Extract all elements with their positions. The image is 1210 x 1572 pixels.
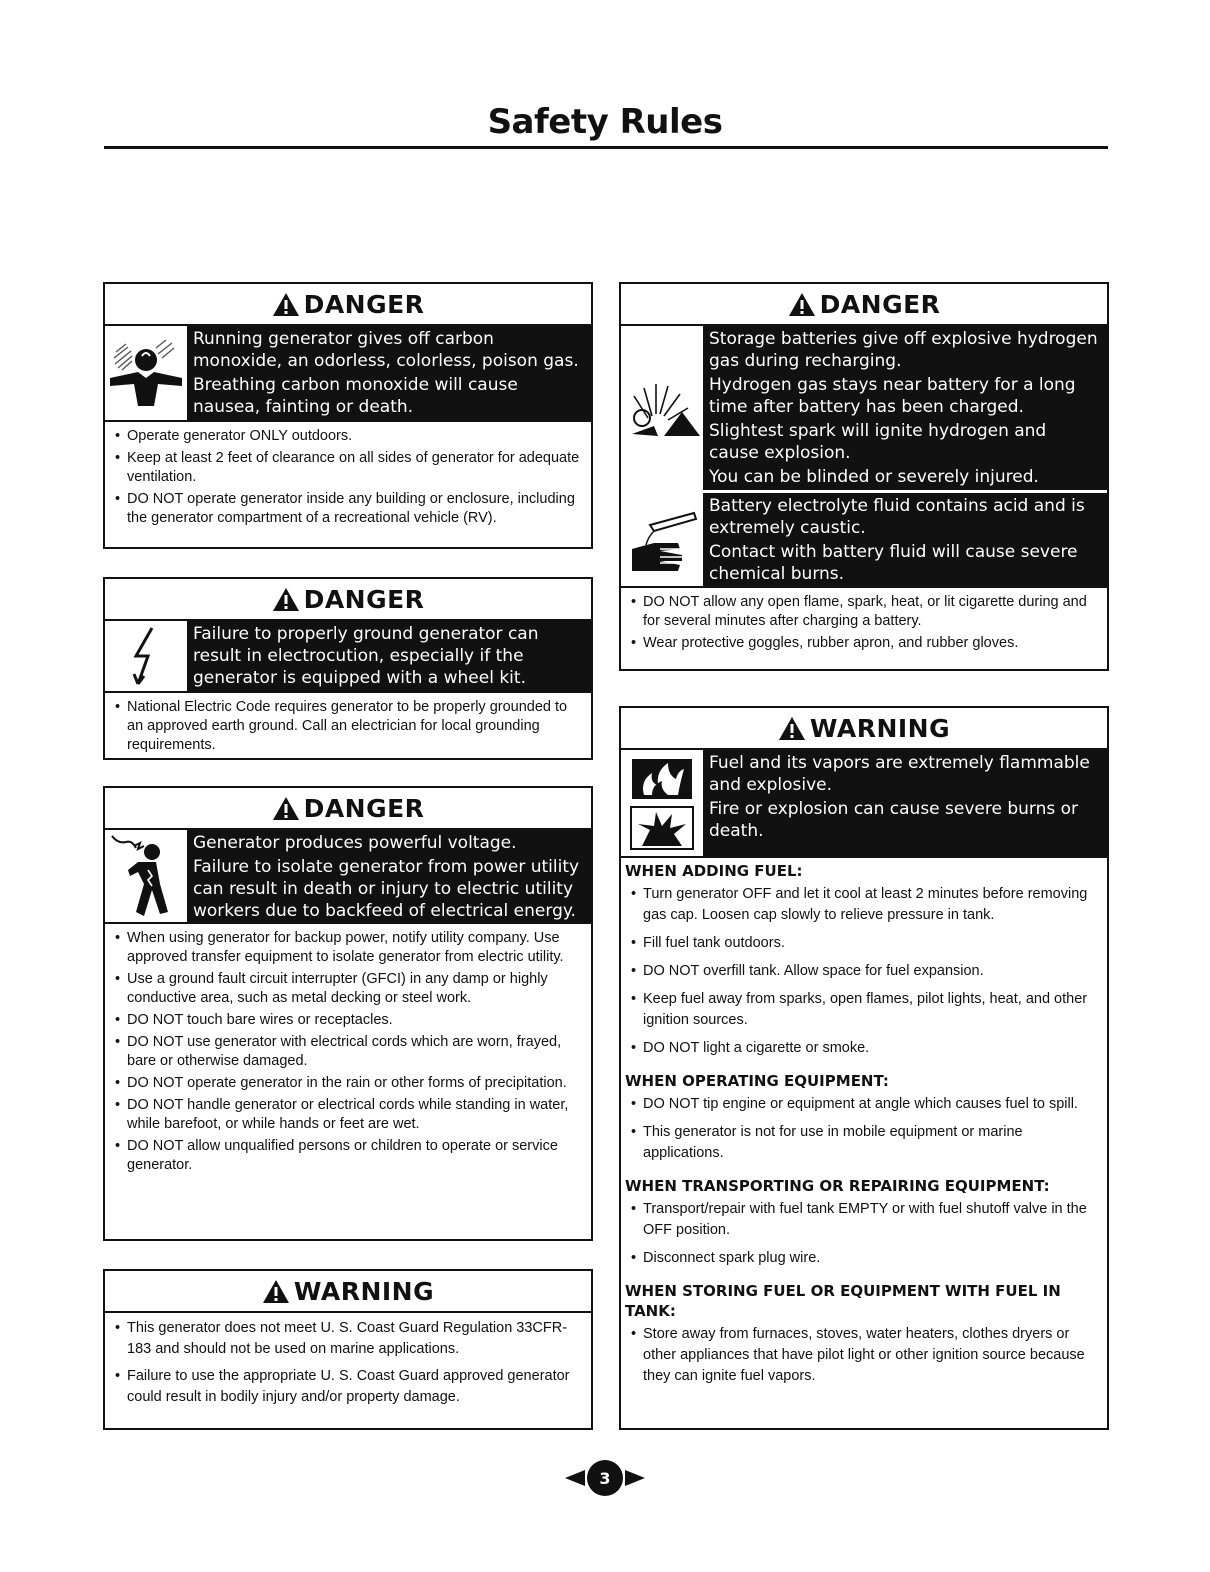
list-item: • DO NOT light a cigarette or smoke. xyxy=(629,1038,1099,1059)
hazard-line: Breathing carbon monoxide will cause nausea, fainting or death. xyxy=(193,375,518,417)
hazard-text xyxy=(187,621,591,691)
hazard-row xyxy=(105,828,591,922)
hazard-line: Running generator gives off carbon monoxide, an odorless, colorless, poison gas. xyxy=(193,329,579,371)
danger-carbon-monoxide-box xyxy=(103,282,593,549)
section-heading: WHEN TRANSPORTING OR REPAIRING EQUIPMENT: xyxy=(625,1177,1050,1195)
danger-header xyxy=(621,284,1107,324)
hazard-text xyxy=(187,326,591,420)
acid-burn-hand-icon xyxy=(621,493,703,586)
fuel-instructions xyxy=(621,856,1107,1396)
list-item: • Store away from furnaces, stoves, water heaters, clothes dryers or other appliances that have pilot light or other ignition source because they can ignite fuel vapors. xyxy=(629,1324,1099,1387)
list-item: • Use a ground fault circuit interrupter (GFCI) in any damp or highly conductive area, such as metal decking or steel work. xyxy=(113,970,583,1008)
hazard-row xyxy=(621,748,1107,856)
page-number-badge xyxy=(563,1458,647,1498)
list-item: • DO NOT handle generator or electrical cords while standing in water, while barefoot, or while hands or feet are wet. xyxy=(113,1096,583,1134)
list-item: • Failure to use the appropriate U. S. Coast Guard approved generator could result in bodily injury and/or property damage. xyxy=(113,1366,583,1408)
danger-grounding-box xyxy=(103,577,593,760)
hazard-line: Hydrogen gas stays near battery for a long time after battery has been charged. xyxy=(709,375,1076,417)
list-item: • DO NOT allow unqualified persons or children to operate or service generator. xyxy=(113,1137,583,1175)
safety-bullet-list xyxy=(621,1197,1107,1278)
warning-triangle-icon xyxy=(262,1279,290,1304)
hazard-line: Failure to properly ground generator can result in electrocution, especially if the generator is equipped with a wheel kit. xyxy=(193,624,539,688)
electrocution-person-icon xyxy=(105,830,187,922)
list-item: • Wear protective goggles, rubber apron, and rubber gloves. xyxy=(629,634,1099,653)
safety-bullet-list xyxy=(621,1322,1107,1396)
danger-header xyxy=(105,579,591,619)
list-item: • When using generator for backup power, notify utility company. Use approved transfer equipment to isolate generator from electric utility. xyxy=(113,929,583,967)
list-item: • Transport/repair with fuel tank EMPTY or with fuel shutoff valve in the OFF position. xyxy=(629,1199,1099,1241)
list-item: • DO NOT allow any open flame, spark, heat, or lit cigarette during and for several minutes after charging a battery. xyxy=(629,593,1099,631)
list-item: • DO NOT operate generator in the rain or other forms of precipitation. xyxy=(113,1074,583,1093)
safety-bullet-list xyxy=(621,586,1107,660)
safety-bullet-list xyxy=(621,1092,1107,1173)
hazard-text xyxy=(703,750,1107,856)
hazard-line: You can be blinded or severely injured. xyxy=(709,467,1039,487)
danger-battery-box xyxy=(619,282,1109,671)
hazard-row xyxy=(621,324,1107,490)
hazard-row xyxy=(105,324,591,420)
warning-fuel-box xyxy=(619,706,1109,1430)
list-item: • This generator does not meet U. S. Coast Guard Regulation 33CFR-183 and should not be used on marine applications. xyxy=(113,1318,583,1360)
section-heading: WHEN ADDING FUEL: xyxy=(625,862,803,880)
fire-explosion-icon xyxy=(621,750,703,856)
list-item: • This generator is not for use in mobile equipment or marine applications. xyxy=(629,1122,1099,1164)
hazard-text xyxy=(703,326,1107,490)
page-title: Safety Rules xyxy=(487,102,723,142)
section-heading: WHEN STORING FUEL OR EQUIPMENT WITH FUEL IN TANK: xyxy=(625,1282,1061,1320)
safety-bullet-list xyxy=(105,922,591,1182)
warning-label: WARNING xyxy=(293,1276,435,1306)
list-item: • Disconnect spark plug wire. xyxy=(629,1248,1099,1269)
hazard-line: Fuel and its vapors are extremely flammable and explosive. xyxy=(709,753,1090,795)
hazard-line: Fire or explosion can cause severe burns or death. xyxy=(709,799,1079,841)
list-item: • National Electric Code requires generator to be properly grounded to an approved earth ground. Call an electrician for local grounding requirements. xyxy=(113,698,583,755)
list-item: • Operate generator ONLY outdoors. xyxy=(113,427,583,446)
hazard-text xyxy=(703,493,1107,586)
title-divider xyxy=(104,146,1108,149)
warning-triangle-icon xyxy=(272,292,300,317)
danger-label: DANGER xyxy=(819,289,941,319)
list-item: • Keep at least 2 feet of clearance on all sides of generator for adequate ventilation. xyxy=(113,449,583,487)
warning-triangle-icon xyxy=(778,716,806,741)
carbon-monoxide-person-icon xyxy=(105,326,187,420)
safety-bullet-list xyxy=(621,882,1107,1068)
danger-label: DANGER xyxy=(303,289,425,319)
warning-triangle-icon xyxy=(272,587,300,612)
lightning-bolt-icon xyxy=(105,621,187,691)
battery-explosion-icon xyxy=(621,326,703,490)
warning-coast-guard-box xyxy=(103,1269,593,1430)
danger-header xyxy=(105,284,591,324)
safety-bullet-list xyxy=(105,420,591,535)
list-item: • DO NOT operate generator inside any building or enclosure, including the generator compartment of a recreational vehicle (RV). xyxy=(113,490,583,528)
hazard-row xyxy=(105,619,591,691)
flame-icon xyxy=(630,757,694,801)
list-item: • Keep fuel away from sparks, open flames, pilot lights, heat, and other ignition sources. xyxy=(629,989,1099,1031)
safety-bullet-list xyxy=(105,1311,591,1418)
hazard-line: Failure to isolate generator from power utility can result in death or injury to electric utility workers due to backfeed of electrical energy. xyxy=(193,857,580,921)
warning-header xyxy=(105,1271,591,1311)
list-item: • DO NOT tip engine or equipment at angle which causes fuel to spill. xyxy=(629,1094,1099,1115)
danger-label: DANGER xyxy=(303,793,425,823)
warning-triangle-icon xyxy=(788,292,816,317)
list-item: • DO NOT touch bare wires or receptacles. xyxy=(113,1011,583,1030)
danger-label: DANGER xyxy=(303,584,425,614)
list-item: • Fill fuel tank outdoors. xyxy=(629,933,1099,954)
list-item: • DO NOT use generator with electrical cords which are worn, frayed, bare or otherwise damaged. xyxy=(113,1033,583,1071)
hazard-line: Storage batteries give off explosive hydrogen gas during recharging. xyxy=(709,329,1098,371)
hazard-row xyxy=(621,490,1107,586)
warning-label: WARNING xyxy=(809,713,951,743)
warning-header xyxy=(621,708,1107,748)
hazard-line: Contact with battery fluid will cause severe chemical burns. xyxy=(709,542,1078,584)
section-heading: WHEN OPERATING EQUIPMENT: xyxy=(625,1072,889,1090)
safety-bullet-list xyxy=(105,691,591,762)
hazard-line: Battery electrolyte fluid contains acid and is extremely caustic. xyxy=(709,496,1085,538)
danger-header xyxy=(105,788,591,828)
hazard-line: Slightest spark will ignite hydrogen and cause explosion. xyxy=(709,421,1047,463)
list-item: • Turn generator OFF and let it cool at least 2 minutes before removing gas cap. Loosen cap slowly to relieve pressure in tank. xyxy=(629,884,1099,926)
page-number: 3 xyxy=(599,1469,611,1488)
list-item: • DO NOT overfill tank. Allow space for fuel expansion. xyxy=(629,961,1099,982)
danger-voltage-box xyxy=(103,786,593,1241)
warning-triangle-icon xyxy=(272,796,300,821)
hazard-text xyxy=(187,830,591,922)
explosion-icon xyxy=(630,806,694,850)
hazard-line: Generator produces powerful voltage. xyxy=(193,833,517,853)
